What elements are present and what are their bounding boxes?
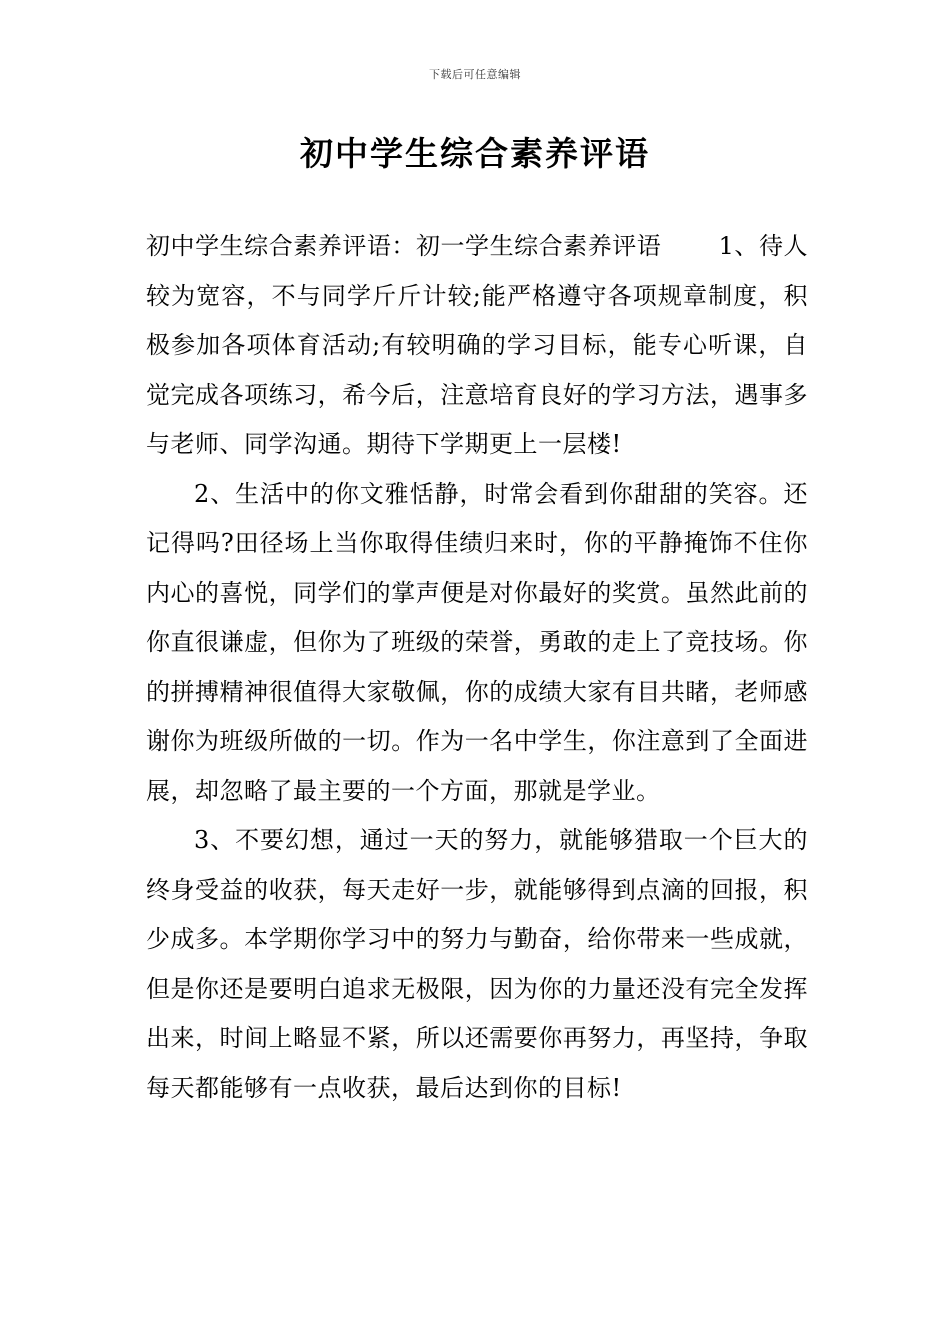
header-note: 下载后可任意编辑 <box>429 68 521 81</box>
paragraph-2: 2、生活中的你文雅恬静，时常会看到你甜甜的笑容。还记得吗?田径场上当你取得佳绩归来时，你的平静掩饰不住你内心的喜悦，同学们的掌声便是对你最好的奖赏。虽然此前的你直很谦虚，但你为了班级的荣誉，勇敢的走上了竞技场。你的拼搏精神很值得大家敬佩，你的成绩大家有目共睹，老师感谢你为班级所做的一切。作为一名中学生，你注意到了全面进展，却忽略了最主要的一个方面，那就是学业。 <box>146 479 808 805</box>
document-body <box>146 222 808 1113</box>
document-title: 初中学生综合素养评语 <box>300 134 650 173</box>
paragraph-3: 3、不要幻想，通过一天的努力，就能够猎取一个巨大的终身受益的收获，每天走好一步，就能够得到点滴的回报，积少成多。本学期你学习中的努力与勤奋，给你带来一些成就，但是你还是要明白追求无极限，因为你的力量还没有完全发挥出来，时间上略显不紧，所以还需要你再努力，再坚持，争取每天都能够有一点收获，最后达到你的目标! <box>146 826 808 1102</box>
paragraph-1: 初中学生综合素养评语：初一学生综合素养评语 1、待人较为宽容，不与同学斤斤计较;能严格遵守各项规章制度，积极参加各项体育活动;有较明确的学习目标，能专心听课，自觉完成各项练习，希今后，注意培育良好的学习方法，遇事多与老师、同学沟通。期待下学期更上一层楼! <box>146 232 808 458</box>
